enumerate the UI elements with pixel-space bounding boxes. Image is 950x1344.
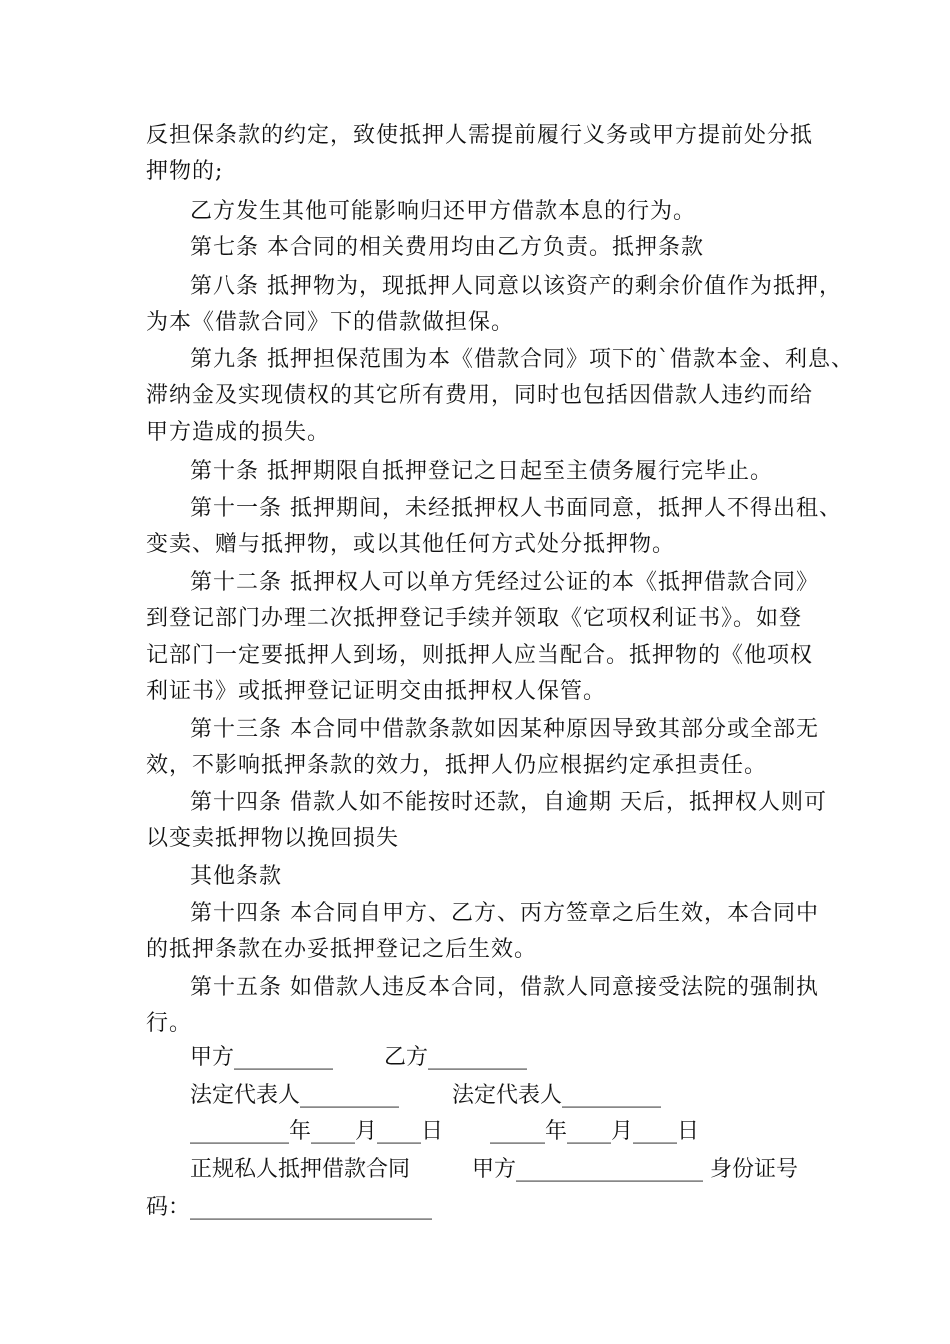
article-12: 第十二条 抵押权人可以单方凭经过公证的本《抵押借款合同》 xyxy=(190,570,819,595)
body-line: 记部门一定要抵押人到场，则抵押人应当配合。抵押物的《他项权 xyxy=(146,643,814,668)
body-line: 为本《借款合同》下的借款做担保。 xyxy=(146,310,515,335)
id-number-line: 码：______________________ xyxy=(146,1195,433,1220)
body-line: 押物的; xyxy=(146,159,224,184)
article-10: 第十条 抵押期限自抵押登记之日起至主债务履行完毕止。 xyxy=(190,459,773,484)
article-14b: 第十四条 本合同自甲方、乙方、丙方签章之后生效，本合同中 xyxy=(190,901,819,926)
body-line: 以变卖抵押物以挽回损失 xyxy=(146,826,400,851)
body-line: 到登记部门办理二次抵押登记手续并领取《它项权利证书》。如登 xyxy=(146,606,803,631)
body-line: 利证书》或抵押登记证明交由抵押权人保管。 xyxy=(146,679,607,704)
article-7: 第七条 本合同的相关费用均由乙方负责。抵押条款 xyxy=(190,235,704,260)
article-11: 第十一条 抵押期间，未经抵押权人书面同意，抵押人不得出租、 xyxy=(190,496,842,521)
article-9: 第九条 抵押担保范围为本《借款合同》项下的`借款本金、利息、 xyxy=(190,347,854,372)
body-line: 反担保条款的约定，致使抵押人需提前履行义务或甲方提前处分抵 xyxy=(146,123,814,148)
body-line: 的抵押条款在办妥抵押登记之后生效。 xyxy=(146,937,538,962)
article-13: 第十三条 本合同中借款条款如因某种原因导致其部分或全部无 xyxy=(190,717,819,742)
body-line: 行。 xyxy=(146,1011,193,1036)
party-b-signature: 乙方_________ xyxy=(384,1045,528,1070)
article-14: 第十四条 借款人如不能按时还款，自逾期 天后，抵押权人则可 xyxy=(190,790,827,815)
body-line: 变卖、赠与抵押物，或以其他任何方式处分抵押物。 xyxy=(146,532,676,557)
body-line: 乙方发生其他可能影响归还甲方借款本息的行为。 xyxy=(190,199,697,224)
article-15: 第十五条 如借款人违反本合同，借款人同意接受法院的强制执 xyxy=(190,975,819,1000)
date-a: _________年____月____日 xyxy=(190,1119,444,1144)
party-a-signature: 甲方_________ xyxy=(190,1045,334,1070)
body-line: 滞纳金及实现债权的其它所有费用，同时也包括因借款人违约而给 xyxy=(146,383,814,408)
article-8: 第八条 抵押物为，现抵押人同意以该资产的剩余价值作为抵押， xyxy=(190,274,842,299)
lender-id-line: 甲方_________________ 身份证号 xyxy=(472,1157,798,1182)
date-b: _____年____月____日 xyxy=(490,1119,700,1144)
body-line: 效，不影响抵押条款的效力，抵押人仍应根据约定承担责任。 xyxy=(146,753,768,778)
contract-title-line: 正规私人抵押借款合同 xyxy=(190,1157,411,1182)
section-heading: 其他条款 xyxy=(190,864,283,889)
body-line: 甲方造成的损失。 xyxy=(146,420,331,445)
rep-a-signature: 法定代表人_________ xyxy=(190,1083,400,1108)
rep-b-signature: 法定代表人_________ xyxy=(452,1083,662,1108)
